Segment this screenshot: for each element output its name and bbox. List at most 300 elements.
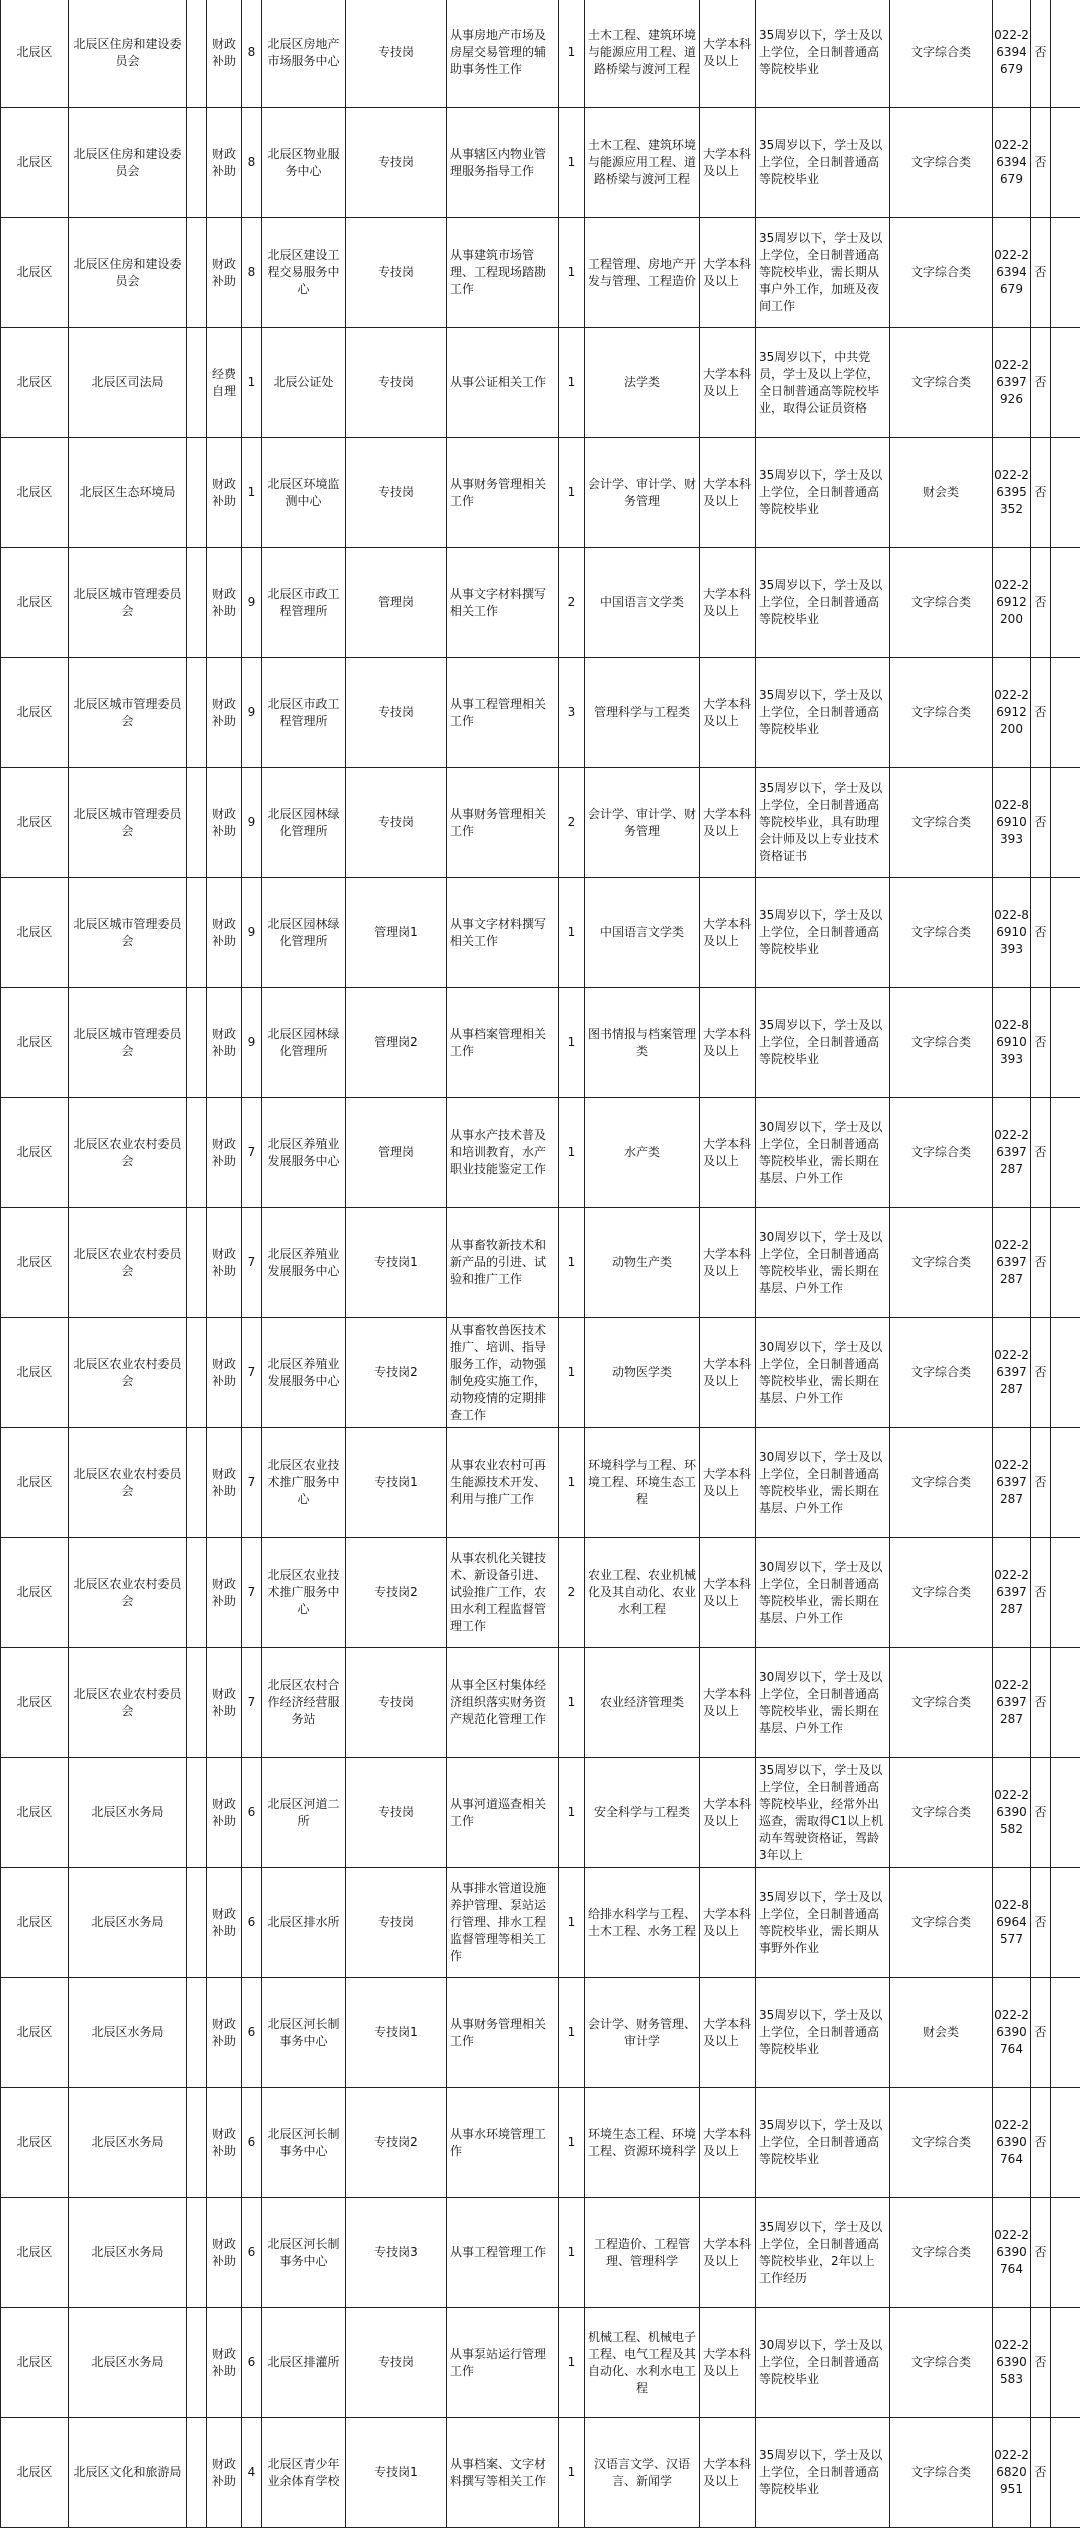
exam-type-cell: 文字综合类 [890,2198,993,2308]
table-row [1,1538,1080,1648]
blank-cell [1051,2308,1080,2418]
post-cell: 专技岗 [346,1868,447,1978]
headcount-cell: 3 [559,658,585,768]
headcount-cell: 1 [559,1758,585,1868]
level-cell: 1 [242,438,262,548]
education-cell: 大学本科及以上 [700,2308,756,2418]
blank-cell [187,988,207,1098]
major-cell: 农业经济管理类 [585,1648,700,1758]
duty-cell: 从事泵站运行管理工作 [447,2308,559,2418]
department-cell: 北辰区水务局 [69,2088,187,2198]
requirements-cell: 30周岁以下，学士及以上学位，全日制普通高等院校毕业，需长期在基层、户外工作 [756,1098,890,1208]
blank-cell [1051,548,1080,658]
table-row [1,1758,1080,1868]
education-cell: 大学本科及以上 [700,2198,756,2308]
duty-cell: 从事农机化关键技术、新设备引进、试验推广工作，农田水利工程监督管理工作 [447,1538,559,1648]
department-cell: 北辰区农业农村委员会 [69,1648,187,1758]
district-cell: 北辰区 [1,328,69,438]
funding-type-cell: 财政补助 [207,658,242,768]
blank-cell [1051,658,1080,768]
phone-cell: 022-26912200 [993,548,1031,658]
duty-cell: 从事排水管道设施养护管理、泵站运行管理、排水工程监督管理等相关工作 [447,1868,559,1978]
blank-cell [1051,1758,1080,1868]
blank-cell [1051,2198,1080,2308]
district-cell: 北辰区 [1,1428,69,1538]
flag-cell: 否 [1031,218,1051,328]
department-cell: 北辰区住房和建设委员会 [69,108,187,218]
phone-cell: 022-26390764 [993,2088,1031,2198]
requirements-cell: 30周岁以下，学士及以上学位，全日制普通高等院校毕业，需长期在基层、户外工作 [756,1208,890,1318]
funding-type-cell: 财政补助 [207,1318,242,1428]
duty-cell: 从事畜牧新技术和新产品的引进、试验和推广工作 [447,1208,559,1318]
level-cell: 9 [242,658,262,768]
table-row [1,768,1080,878]
phone-cell: 022-86910393 [993,878,1031,988]
duty-cell: 从事文字材料撰写相关工作 [447,878,559,988]
district-cell: 北辰区 [1,438,69,548]
major-cell: 工程管理、房地产开发与管理、工程造价 [585,218,700,328]
post-cell: 管理岗2 [346,988,447,1098]
funding-type-cell: 财政补助 [207,2308,242,2418]
post-cell: 专技岗 [346,1648,447,1758]
funding-type-cell: 财政补助 [207,0,242,108]
blank-cell [187,108,207,218]
flag-cell: 否 [1031,2198,1051,2308]
department-cell: 北辰区农业农村委员会 [69,1538,187,1648]
headcount-cell: 1 [559,2198,585,2308]
post-cell: 专技岗 [346,768,447,878]
requirements-cell: 35周岁以下，学士及以上学位，全日制普通高等院校毕业，需长期从事户外工作，加班及夜间工作 [756,218,890,328]
post-cell: 专技岗 [346,108,447,218]
post-cell: 专技岗 [346,2308,447,2418]
flag-cell: 否 [1031,2088,1051,2198]
phone-cell: 022-26390582 [993,1758,1031,1868]
duty-cell: 从事河道巡查相关工作 [447,1758,559,1868]
unit-cell: 北辰公证处 [262,328,346,438]
post-cell: 专技岗 [346,658,447,768]
major-cell: 会计学、审计学、财务管理 [585,768,700,878]
funding-type-cell: 财政补助 [207,1868,242,1978]
table-row [1,1098,1080,1208]
exam-type-cell: 文字综合类 [890,1648,993,1758]
unit-cell: 北辰区房地产市场服务中心 [262,0,346,108]
table-row [1,878,1080,988]
level-cell: 1 [242,328,262,438]
department-cell: 北辰区水务局 [69,1978,187,2088]
level-cell: 7 [242,1318,262,1428]
blank-cell [187,878,207,988]
major-cell: 环境生态工程、环境工程、资源环境科学 [585,2088,700,2198]
education-cell: 大学本科及以上 [700,1208,756,1318]
headcount-cell: 2 [559,1538,585,1648]
table-row [1,2088,1080,2198]
table-row [1,548,1080,658]
requirements-cell: 35周岁以下，学士及以上学位，全日制普通高等院校毕业 [756,2088,890,2198]
duty-cell: 从事畜牧兽医技术推广、培训、指导服务工作，动物强制免疫实施工作，动物疫情的定期排查工作 [447,1318,559,1428]
phone-cell: 022-26394679 [993,0,1031,108]
unit-cell: 北辰区农村合作经济经营服务站 [262,1648,346,1758]
requirements-cell: 35周岁以下，学士及以上学位，全日制普通高等院校毕业，需长期从事野外作业 [756,1868,890,1978]
table-row [1,2308,1080,2418]
exam-type-cell: 文字综合类 [890,218,993,328]
major-cell: 农业工程、农业机械化及其自动化、农业水利工程 [585,1538,700,1648]
major-cell: 中国语言文学类 [585,878,700,988]
table-row [1,2198,1080,2308]
exam-type-cell: 文字综合类 [890,1538,993,1648]
requirements-cell: 35周岁以下，学士及以上学位，全日制普通高等院校毕业 [756,438,890,548]
blank-cell [1051,1538,1080,1648]
requirements-cell: 35周岁以下，学士及以上学位，全日制普通高等院校毕业，2年以上工作经历 [756,2198,890,2308]
post-cell: 管理岗 [346,548,447,658]
unit-cell: 北辰区园林绿化管理所 [262,988,346,1098]
requirements-cell: 35周岁以下，学士及以上学位，全日制普通高等院校毕业，具有助理会计师及以上专业技术资格证书 [756,768,890,878]
blank-cell [1051,2418,1080,2528]
duty-cell: 从事财务管理相关工作 [447,438,559,548]
major-cell: 图书情报与档案管理类 [585,988,700,1098]
major-cell: 动物生产类 [585,1208,700,1318]
exam-type-cell: 文字综合类 [890,2418,993,2528]
education-cell: 大学本科及以上 [700,1978,756,2088]
funding-type-cell: 财政补助 [207,1758,242,1868]
level-cell: 7 [242,1538,262,1648]
level-cell: 8 [242,218,262,328]
department-cell: 北辰区生态环境局 [69,438,187,548]
department-cell: 北辰区农业农村委员会 [69,1428,187,1538]
duty-cell: 从事财务管理相关工作 [447,1978,559,2088]
level-cell: 9 [242,878,262,988]
education-cell: 大学本科及以上 [700,768,756,878]
blank-cell [1051,1318,1080,1428]
major-cell: 管理科学与工程类 [585,658,700,768]
unit-cell: 北辰区排灌所 [262,2308,346,2418]
education-cell: 大学本科及以上 [700,1648,756,1758]
table-row [1,1318,1080,1428]
level-cell: 7 [242,1428,262,1538]
duty-cell: 从事档案、文字材料撰写等相关工作 [447,2418,559,2528]
level-cell: 7 [242,1208,262,1318]
level-cell: 6 [242,1978,262,2088]
duty-cell: 从事农业农村可再生能源技术开发、利用与推广工作 [447,1428,559,1538]
requirements-cell: 35周岁以下，学士及以上学位，全日制普通高等院校毕业 [756,548,890,658]
table-row [1,438,1080,548]
education-cell: 大学本科及以上 [700,328,756,438]
flag-cell: 否 [1031,1758,1051,1868]
table-row [1,1648,1080,1758]
education-cell: 大学本科及以上 [700,1098,756,1208]
table-row [1,1868,1080,1978]
exam-type-cell: 文字综合类 [890,988,993,1098]
blank-cell [1051,218,1080,328]
major-cell: 机械工程、机械电子工程、电气工程及其自动化、水利水电工程 [585,2308,700,2418]
funding-type-cell: 经费自理 [207,328,242,438]
headcount-cell: 2 [559,768,585,878]
unit-cell: 北辰区农业技术推广服务中心 [262,1538,346,1648]
requirements-cell: 30周岁以下，学士及以上学位，全日制普通高等院校毕业 [756,2308,890,2418]
post-cell: 专技岗 [346,438,447,548]
department-cell: 北辰区住房和建设委员会 [69,0,187,108]
phone-cell: 022-26394679 [993,108,1031,218]
exam-type-cell: 文字综合类 [890,768,993,878]
blank-cell [187,438,207,548]
blank-cell [1051,1208,1080,1318]
funding-type-cell: 财政补助 [207,108,242,218]
headcount-cell: 1 [559,1318,585,1428]
post-cell: 专技岗 [346,218,447,328]
blank-cell [187,2088,207,2198]
requirements-cell: 30周岁以下，学士及以上学位，全日制普通高等院校毕业，需长期在基层、户外工作 [756,1648,890,1758]
blank-cell [187,0,207,108]
post-cell: 专技岗3 [346,2198,447,2308]
education-cell: 大学本科及以上 [700,1318,756,1428]
exam-type-cell: 财会类 [890,1978,993,2088]
unit-cell: 北辰区市政工程管理所 [262,548,346,658]
major-cell: 中国语言文学类 [585,548,700,658]
blank-cell [187,1538,207,1648]
department-cell: 北辰区农业农村委员会 [69,1208,187,1318]
unit-cell: 北辰区河长制事务中心 [262,2198,346,2308]
funding-type-cell: 财政补助 [207,1978,242,2088]
unit-cell: 北辰区物业服务中心 [262,108,346,218]
table-row [1,218,1080,328]
requirements-cell: 35周岁以下，学士及以上学位，全日制普通高等院校毕业 [756,108,890,218]
duty-cell: 从事水产技术普及和培训教育，水产职业技能鉴定工作 [447,1098,559,1208]
blank-cell [187,328,207,438]
unit-cell: 北辰区青少年业余体育学校 [262,2418,346,2528]
flag-cell: 否 [1031,1978,1051,2088]
district-cell: 北辰区 [1,218,69,328]
headcount-cell: 1 [559,108,585,218]
funding-type-cell: 财政补助 [207,878,242,988]
headcount-cell: 2 [559,548,585,658]
duty-cell: 从事房地产市场及房屋交易管理的辅助事务性工作 [447,0,559,108]
level-cell: 9 [242,988,262,1098]
exam-type-cell: 文字综合类 [890,1098,993,1208]
post-cell: 管理岗1 [346,878,447,988]
headcount-cell: 1 [559,2418,585,2528]
exam-type-cell: 文字综合类 [890,108,993,218]
major-cell: 给排水科学与工程、土木工程、水务工程 [585,1868,700,1978]
level-cell: 8 [242,108,262,218]
post-cell: 专技岗1 [346,2418,447,2528]
phone-cell: 022-26394679 [993,218,1031,328]
phone-cell: 022-26912200 [993,658,1031,768]
department-cell: 北辰区城市管理委员会 [69,658,187,768]
requirements-cell: 35周岁以下，学士及以上学位，全日制普通高等院校毕业，经常外出巡查，需取得C1以上机动车驾驶资格证，驾龄3年以上 [756,1758,890,1868]
education-cell: 大学本科及以上 [700,548,756,658]
phone-cell: 022-26397287 [993,1208,1031,1318]
blank-cell [187,1098,207,1208]
exam-type-cell: 文字综合类 [890,2308,993,2418]
education-cell: 大学本科及以上 [700,1538,756,1648]
post-cell: 专技岗1 [346,1428,447,1538]
blank-cell [1051,328,1080,438]
funding-type-cell: 财政补助 [207,1428,242,1538]
phone-cell: 022-26395352 [993,438,1031,548]
exam-type-cell: 文字综合类 [890,0,993,108]
headcount-cell: 1 [559,1868,585,1978]
district-cell: 北辰区 [1,1868,69,1978]
headcount-cell: 1 [559,1978,585,2088]
education-cell: 大学本科及以上 [700,0,756,108]
headcount-cell: 1 [559,2088,585,2198]
requirements-cell: 35周岁以下，学士及以上学位，全日制普通高等院校毕业 [756,988,890,1098]
blank-cell [1051,1978,1080,2088]
funding-type-cell: 财政补助 [207,988,242,1098]
requirements-cell: 30周岁以下，学士及以上学位，全日制普通高等院校毕业，需长期在基层、户外工作 [756,1538,890,1648]
duty-cell: 从事水环境管理工作 [447,2088,559,2198]
post-cell: 专技岗 [346,0,447,108]
flag-cell: 否 [1031,328,1051,438]
funding-type-cell: 财政补助 [207,2088,242,2198]
funding-type-cell: 财政补助 [207,2198,242,2308]
unit-cell: 北辰区建设工程交易服务中心 [262,218,346,328]
department-cell: 北辰区文化和旅游局 [69,2418,187,2528]
district-cell: 北辰区 [1,1758,69,1868]
education-cell: 大学本科及以上 [700,1758,756,1868]
duty-cell: 从事工程管理相关工作 [447,658,559,768]
department-cell: 北辰区水务局 [69,1758,187,1868]
post-cell: 专技岗1 [346,1978,447,2088]
district-cell: 北辰区 [1,1318,69,1428]
table-row [1,2418,1080,2528]
flag-cell: 否 [1031,1098,1051,1208]
funding-type-cell: 财政补助 [207,218,242,328]
funding-type-cell: 财政补助 [207,2418,242,2528]
table-row [1,328,1080,438]
department-cell: 北辰区城市管理委员会 [69,878,187,988]
major-cell: 会计学、财务管理、审计学 [585,1978,700,2088]
major-cell: 环境科学与工程、环境工程、环境生态工程 [585,1428,700,1538]
unit-cell: 北辰区养殖业发展服务中心 [262,1208,346,1318]
unit-cell: 北辰区环境监测中心 [262,438,346,548]
level-cell: 6 [242,1868,262,1978]
exam-type-cell: 文字综合类 [890,1868,993,1978]
major-cell: 法学类 [585,328,700,438]
education-cell: 大学本科及以上 [700,1428,756,1538]
unit-cell: 北辰区农业技术推广服务中心 [262,1428,346,1538]
district-cell: 北辰区 [1,548,69,658]
table-row [1,108,1080,218]
phone-cell: 022-26397926 [993,328,1031,438]
blank-cell [187,1208,207,1318]
unit-cell: 北辰区河长制事务中心 [262,1978,346,2088]
level-cell: 7 [242,1098,262,1208]
department-cell: 北辰区城市管理委员会 [69,988,187,1098]
blank-cell [187,1318,207,1428]
funding-type-cell: 财政补助 [207,1208,242,1318]
department-cell: 北辰区城市管理委员会 [69,768,187,878]
flag-cell: 否 [1031,2418,1051,2528]
flag-cell: 否 [1031,2308,1051,2418]
funding-type-cell: 财政补助 [207,1648,242,1758]
district-cell: 北辰区 [1,108,69,218]
phone-cell: 022-26390764 [993,1978,1031,2088]
education-cell: 大学本科及以上 [700,1868,756,1978]
major-cell: 汉语言文学、汉语言、新闻学 [585,2418,700,2528]
unit-cell: 北辰区排水所 [262,1868,346,1978]
phone-cell: 022-26397287 [993,1318,1031,1428]
headcount-cell: 1 [559,1208,585,1318]
exam-type-cell: 文字综合类 [890,548,993,658]
funding-type-cell: 财政补助 [207,768,242,878]
table-row [1,988,1080,1098]
district-cell: 北辰区 [1,1098,69,1208]
unit-cell: 北辰区养殖业发展服务中心 [262,1318,346,1428]
headcount-cell: 1 [559,218,585,328]
blank-cell [187,218,207,328]
requirements-cell: 35周岁以下，学士及以上学位，全日制普通高等院校毕业 [756,2418,890,2528]
blank-cell [187,768,207,878]
requirements-cell: 30周岁以下，学士及以上学位，全日制普通高等院校毕业，需长期在基层、户外工作 [756,1318,890,1428]
major-cell: 土木工程、建筑环境与能源应用工程、道路桥梁与渡河工程 [585,108,700,218]
exam-type-cell: 文字综合类 [890,2088,993,2198]
phone-cell: 022-26397287 [993,1538,1031,1648]
requirements-cell: 35周岁以下，学士及以上学位，全日制普通高等院校毕业 [756,1978,890,2088]
blank-cell [1051,1098,1080,1208]
exam-type-cell: 财会类 [890,438,993,548]
flag-cell: 否 [1031,878,1051,988]
headcount-cell: 1 [559,0,585,108]
district-cell: 北辰区 [1,878,69,988]
department-cell: 北辰区水务局 [69,2198,187,2308]
phone-cell: 022-86910393 [993,988,1031,1098]
exam-type-cell: 文字综合类 [890,328,993,438]
level-cell: 6 [242,2308,262,2418]
district-cell: 北辰区 [1,1648,69,1758]
major-cell: 土木工程、建筑环境与能源应用工程、道路桥梁与渡河工程 [585,0,700,108]
headcount-cell: 1 [559,988,585,1098]
exam-type-cell: 文字综合类 [890,1208,993,1318]
exam-type-cell: 文字综合类 [890,1758,993,1868]
flag-cell: 否 [1031,768,1051,878]
duty-cell: 从事辖区内物业管理服务指导工作 [447,108,559,218]
level-cell: 8 [242,0,262,108]
requirements-cell: 30周岁以下，学士及以上学位，全日制普通高等院校毕业，需长期在基层、户外工作 [756,1428,890,1538]
blank-cell [187,1868,207,1978]
education-cell: 大学本科及以上 [700,218,756,328]
phone-cell: 022-26820951 [993,2418,1031,2528]
exam-type-cell: 文字综合类 [890,658,993,768]
blank-cell [1051,878,1080,988]
district-cell: 北辰区 [1,768,69,878]
district-cell: 北辰区 [1,658,69,768]
post-cell: 专技岗1 [346,1208,447,1318]
phone-cell: 022-26390583 [993,2308,1031,2418]
blank-cell [1051,438,1080,548]
blank-cell [187,1978,207,2088]
headcount-cell: 1 [559,878,585,988]
phone-cell: 022-26397287 [993,1098,1031,1208]
phone-cell: 022-86910393 [993,768,1031,878]
funding-type-cell: 财政补助 [207,548,242,658]
education-cell: 大学本科及以上 [700,2088,756,2198]
district-cell: 北辰区 [1,2418,69,2528]
education-cell: 大学本科及以上 [700,2418,756,2528]
requirements-cell: 35周岁以下，中共党员，学士及以上学位，全日制普通高等院校毕业，取得公证员资格 [756,328,890,438]
department-cell: 北辰区水务局 [69,2308,187,2418]
blank-cell [1051,988,1080,1098]
blank-cell [187,658,207,768]
district-cell: 北辰区 [1,1538,69,1648]
flag-cell: 否 [1031,1868,1051,1978]
department-cell: 北辰区城市管理委员会 [69,548,187,658]
flag-cell: 否 [1031,548,1051,658]
level-cell: 6 [242,2088,262,2198]
unit-cell: 北辰区河道二所 [262,1758,346,1868]
phone-cell: 022-26397287 [993,1648,1031,1758]
district-cell: 北辰区 [1,0,69,108]
flag-cell: 否 [1031,438,1051,548]
